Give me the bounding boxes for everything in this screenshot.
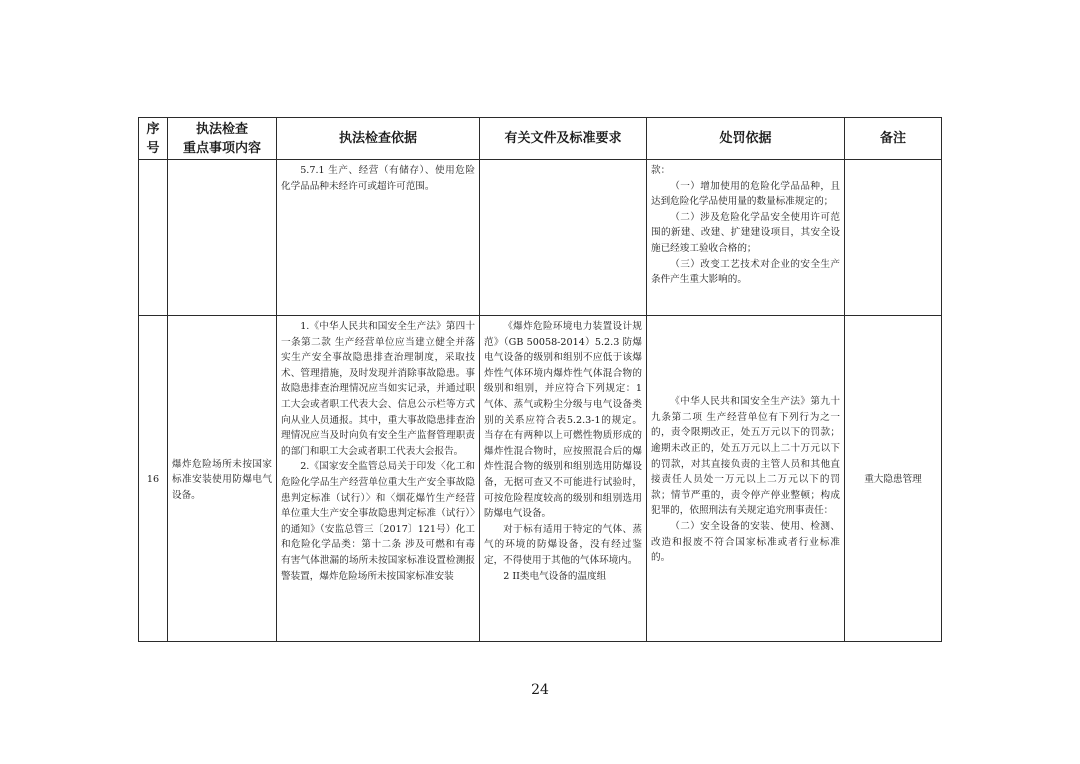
- cell-basis: [277, 316, 480, 642]
- header-remark: [845, 118, 942, 160]
- basis-paragraph: 2.《国家安全监管总局关于印发〈化工和危险化学品生产经营单位重大生产安全事故隐患判定标准（试行）〉和〈烟花爆竹生产经营单位重大生产安全事故隐患判定标准（试行）〉的通知》（安监总管三〔2017〕121号）化工和危险化学品类：第十二条 涉及可燃和有毒有害气体泄漏的场所未按国家标准设置检测报警装置，爆炸危险场所未按国家标准安装: [281, 461, 475, 582]
- penalty-paragraph: （一）增加使用的危险化学品品种，且达到危险化学品使用量的数量标准规定的；: [651, 180, 840, 208]
- header-standards-text: 有关文件及标准要求: [504, 131, 622, 146]
- table-header-row: [139, 118, 942, 160]
- penalty-paragraph: （三）改变工艺技术对企业的安全生产条件产生重大影响的。: [651, 258, 840, 286]
- header-basis: [277, 118, 480, 160]
- inspection-table: [138, 117, 942, 642]
- header-penalty: [647, 118, 845, 160]
- cell-seq-text: 16: [146, 474, 160, 486]
- cell-penalty: [647, 160, 845, 316]
- standards-paragraph: 《爆炸危险环境电力装置设计规范》（GB 50058-2014）5.2.3 防爆电气设备的级别和组别不应低于该爆炸性气体环境内爆炸性气体混合物的级别和组别，并应符合下列规定：1 气体、蒸气或粉尘分级与电气设备类别的关系应符合表5.2.3-1的规定。当存在有两种以上可燃性物质形成的爆炸性混合物时，应按照混合后的爆炸性混合物的级别和组别选用防爆设备，无据可查又不可能进行试验时，可按危险程度较高的级别和组别选用防爆电气设备。: [484, 321, 642, 520]
- cell-item: [168, 160, 277, 316]
- cell-item: [168, 316, 277, 642]
- basis-paragraph: 5.7.1 生产、经营（有储存）、使用危险化学品品种未经许可或超许可范围。: [281, 165, 475, 192]
- table-row: [139, 316, 942, 642]
- cell-standards: [480, 316, 647, 642]
- penalty-paragraph: 款：: [651, 165, 671, 176]
- cell-seq: [139, 160, 168, 316]
- cell-standards: [480, 160, 647, 316]
- header-penalty-text: 处罚依据: [719, 131, 772, 146]
- header-seq-text: 序 号: [146, 121, 160, 156]
- cell-basis: [277, 160, 480, 316]
- cell-remark: [845, 160, 942, 316]
- cell-remark: [845, 316, 942, 642]
- header-remark-text: 备注: [879, 131, 906, 146]
- cell-penalty: [647, 316, 845, 642]
- page-number: 24: [531, 682, 549, 698]
- cell-remark-text: 重大隐患管理: [864, 474, 922, 486]
- header-item-text: 执法检查 重点事项内容: [182, 121, 261, 156]
- penalty-paragraph: （二）涉及危险化学品安全使用许可范围的新建、改建、扩建建设项目，其安全设施已经竣工验收合格的；: [651, 211, 840, 254]
- header-item: [168, 118, 277, 160]
- cell-item-text: 爆炸危险场所未按国家标准安装使用防爆电气设备。: [172, 458, 272, 501]
- header-standards: [480, 118, 647, 160]
- cell-item-text: [168, 160, 276, 163]
- cell-seq: [139, 316, 168, 642]
- standards-paragraph: 2 II类电气设备的温度组: [503, 570, 607, 582]
- standards-paragraph: 对于标有适用于特定的气体、蒸气的环境的防爆设备，没有经过鉴定，不得使用于其他的气体环境内。: [484, 523, 642, 566]
- cell-seq-text: [139, 160, 167, 163]
- basis-paragraph: 1.《中华人民共和国安全生产法》第四十一条第二款 生产经营单位应当建立健全并落实生产安全事故隐患排查治理制度，采取技术、管理措施，及时发现并消除事故隐患。事故隐患排查治理情况应当如实记录，并通过职工大会或者职工代表大会、信息公示栏等方式向从业人员通报。其中，重大事故隐患排查治理情况应当及时向负有安全生产监督管理职责的部门和职工大会或者职工代表大会报告。: [281, 321, 475, 457]
- penalty-paragraph: 《中华人民共和国安全生产法》第九十九条第二项 生产经营单位有下列行为之一的，责令限期改正，处五万元以下的罚款；逾期未改正的，处五万元以上二十万元以下的罚款，对其直接负责的主管人员和其他直接责任人员处一万元以上二万元以下的罚款；情节严重的，责令停产停业整顿；构成犯罪的，依照刑法有关规定追究刑事责任：: [651, 396, 840, 517]
- header-seq: [139, 118, 168, 160]
- header-basis-text: 执法检查依据: [338, 131, 417, 146]
- cell-remark-text: [845, 160, 941, 163]
- table-row: [139, 160, 942, 316]
- penalty-paragraph: （二）安全设备的安装、使用、检测、改造和报废不符合国家标准或者行业标准的。: [651, 520, 840, 564]
